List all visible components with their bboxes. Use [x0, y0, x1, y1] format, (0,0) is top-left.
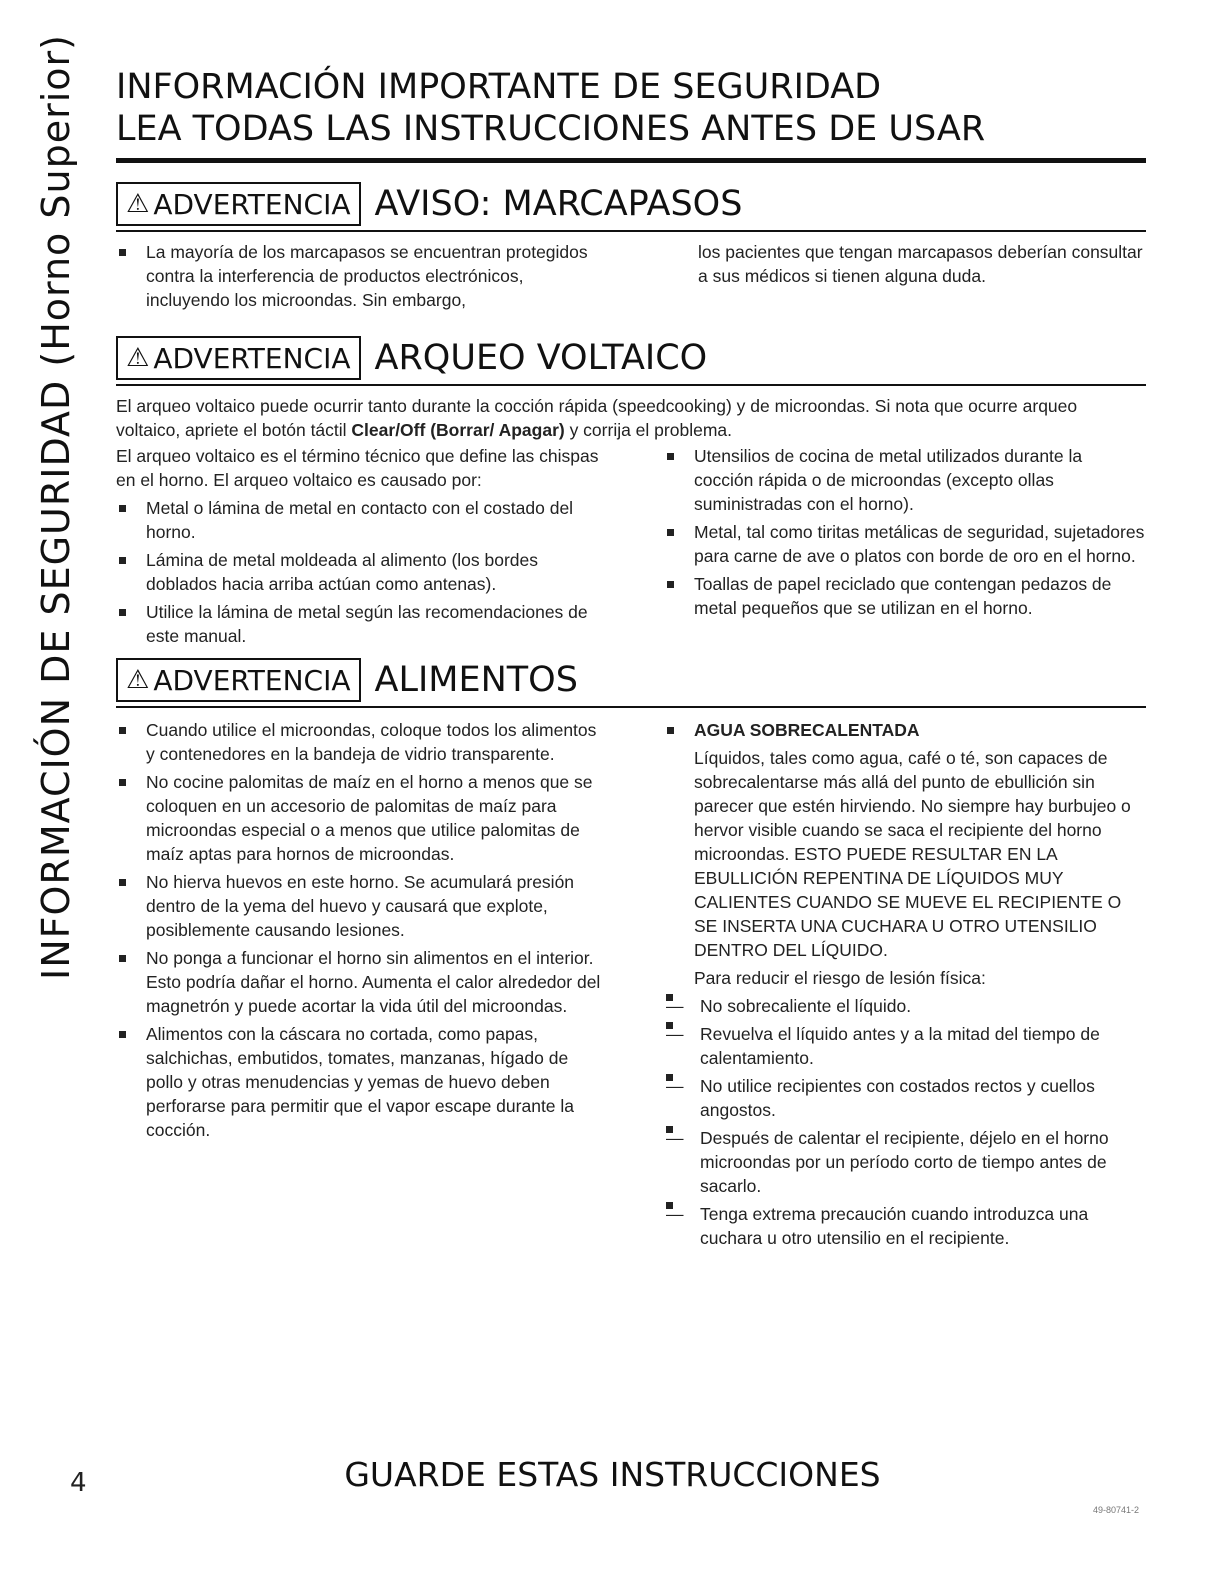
warning-label: ADVERTENCIA	[153, 663, 351, 697]
section-heading	[116, 654, 1146, 702]
bullet-list	[116, 718, 608, 1142]
list-item: Metal o lámina de metal en contacto con el costado del horno.	[116, 496, 608, 544]
header-rule	[116, 158, 1146, 163]
document-code: 49-80741-2	[1092, 1505, 1139, 1515]
paragraph: El arqueo voltaico es el término técnico que define las chispas en el horno. El arqueo voltaico es causado por:	[116, 446, 599, 490]
list-item: Lámina de metal moldeada al alimento (los bordes doblados hacia arriba actúan como antenas).	[116, 548, 608, 596]
superheated-title: AGUA SOBRECALENTADA	[694, 720, 920, 740]
two-columns	[116, 240, 1146, 316]
section-rule	[116, 230, 1146, 232]
section-title: ALIMENTOS	[374, 660, 578, 700]
clear-off-key-label: Clear/Off (Borrar/ Apagar)	[351, 420, 565, 440]
bullet-list	[650, 444, 1146, 620]
section-heading	[116, 178, 1146, 226]
paragraph: los pacientes que tengan marcapasos deberían consultar a sus médicos si tienen alguna duda.	[698, 242, 1143, 286]
warning-triangle-icon: ⚠	[126, 189, 150, 219]
warning-badge	[116, 182, 361, 226]
bullet-list	[116, 496, 608, 648]
list-item: La mayoría de los marcapasos se encuentran protegidos contra la interferencia de productos electrónicos, incluyendo los microondas. Sin embargo,	[116, 240, 608, 312]
warning-label: ADVERTENCIA	[153, 341, 351, 375]
list-item: Cuando utilice el microondas, coloque todos los alimentos y contenedores en la bandeja de vidrio transparente.	[116, 718, 608, 766]
section-food	[116, 654, 1146, 1254]
dash-item: — No sobrecaliente el líquido.	[664, 994, 1146, 1018]
header-line-1: INFORMACIÓN IMPORTANTE DE SEGURIDAD	[116, 67, 882, 107]
side-title	[16, 34, 96, 980]
intro-paragraph	[116, 394, 1146, 442]
intro-text: El arqueo voltaico puede ocurrir tanto durante la cocción rápida (speedcooking) y de microondas. Si nota que ocurre arqueo voltaico, apriete el botón táctil	[116, 396, 1078, 440]
dash-item: — Revuelva el líquido antes y a la mitad del tiempo de calentamiento.	[664, 1022, 1146, 1070]
dash-item: — No utilice recipientes con costados rectos y cuellos angostos.	[664, 1074, 1146, 1122]
warning-triangle-icon: ⚠	[126, 665, 150, 695]
list-item: Alimentos con la cáscara no cortada, como papas, salchichas, embutidos, tomates, manzanas, hígado de pollo y otras menudencias y yemas de huevo deben perforarse para permitir que el vapor escape durante la cocción.	[116, 1022, 608, 1142]
list-item: Metal, tal como tiritas metálicas de seguridad, sujetadores para carne de ave o platos con borde de oro en el horno.	[664, 520, 1146, 568]
page-number: 4	[70, 1468, 87, 1498]
bullet-list	[650, 718, 1146, 1250]
section-title: AVISO: MARCAPASOS	[374, 184, 743, 224]
two-columns	[116, 444, 1146, 652]
list-item: No hierva huevos en este horno. Se acumulará presión dentro de la yema del huevo y causará que explote, posiblemente causando lesiones.	[116, 870, 608, 942]
side-title-text: INFORMACIÓN DE SEGURIDAD (Horno Superior)	[34, 34, 79, 980]
superheated-text: Líquidos, tales como agua, café o té, son capaces de sobrecalentarse más allá del punto de ebullición sin parecer que estén hirviendo. No siempre hay burbujeo o hervor visible cuando se saca el recipiente del horno microondas. ESTO PUEDE RESULTAR EN LA EBULLICIÓN REPENTINA DE LÍQUIDOS MUY CALIENTES CUANDO SE MUEVE EL RECIPIENTE O SE INSERTA UNA CUCHARA U OTRO UTENSILIO DENTRO DEL LÍQUIDO.	[694, 748, 1131, 960]
footer-title: GUARDE ESTAS INSTRUCCIONES	[344, 1455, 881, 1494]
section-pacemaker	[116, 178, 1146, 316]
list-item: Utensilios de cocina de metal utilizados durante la cocción rápida o de microondas (excepto ollas suministradas con el horno).	[664, 444, 1146, 516]
dash-list	[664, 994, 1146, 1250]
bullet-list	[116, 240, 608, 312]
intro-text-end: y corrija el problema.	[564, 420, 732, 440]
list-item: Toallas de papel reciclado que contengan pedazos de metal pequeños que se utilizan en el horno.	[664, 572, 1146, 620]
warning-triangle-icon: ⚠	[126, 343, 150, 373]
warning-badge	[116, 336, 361, 380]
section-rule	[116, 706, 1146, 708]
header-line-2: LEA TODAS LAS INSTRUCCIONES ANTES DE USAR	[116, 109, 986, 149]
list-item: Utilice la lámina de metal según las recomendaciones de este manual.	[116, 600, 608, 648]
list-item: No ponga a funcionar el horno sin alimentos en el interior. Esto podría dañar el horno. Aumenta el calor alrededor del magnetrón y puede acortar la vida útil del microondas.	[116, 946, 608, 1018]
dash-item: — Tenga extrema precaución cuando introduzca una cuchara u otro utensilio en el recipiente.	[664, 1202, 1146, 1250]
reduce-risk-intro: Para reducir el riesgo de lesión física:	[694, 968, 986, 988]
section-heading	[116, 332, 1146, 380]
two-columns	[116, 718, 1146, 1254]
section-rule	[116, 384, 1146, 386]
list-item-superheated-water	[664, 718, 1146, 1250]
section-arcing	[116, 332, 1146, 652]
section-title: ARQUEO VOLTAICO	[374, 338, 708, 378]
warning-label: ADVERTENCIA	[153, 187, 351, 221]
page-header	[116, 66, 1146, 163]
warning-badge	[116, 658, 361, 702]
dash-item: — Después de calentar el recipiente, déjelo en el horno microondas por un período corto de tiempo antes de sacarlo.	[664, 1126, 1146, 1198]
list-item: No cocine palomitas de maíz en el horno a menos que se coloquen en un accesorio de palomitas de maíz para microondas especial o a menos que utilice palomitas de maíz aptas para hornos de microondas.	[116, 770, 608, 866]
